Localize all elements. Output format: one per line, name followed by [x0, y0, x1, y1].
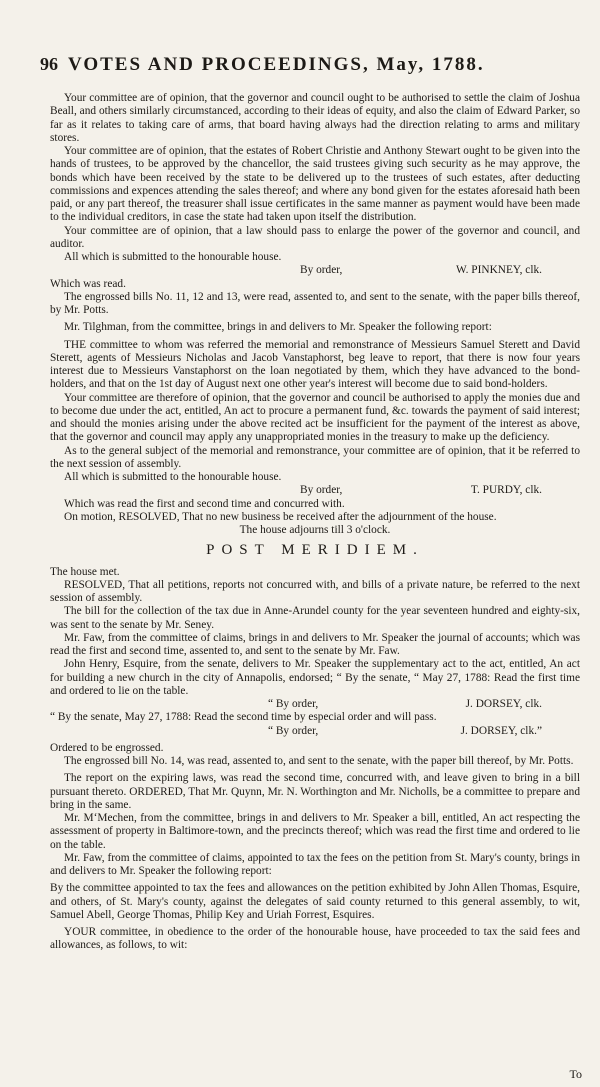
clerk-name: J. DORSEY, clk.” — [460, 724, 542, 737]
paragraph: The report on the expiring laws, was read the second time, concurred with, and leave given to bring in a bill pursuant thereto. ORDERED, That Mr. Quynn, Mr. N. Worthington and Mr. Nicholls, be a committee to prepare and bring in the same. — [50, 772, 580, 811]
by-order: “ By order, — [268, 724, 319, 737]
catchword: To — [569, 1067, 582, 1081]
adjournment-line: The house adjourns till 3 o'clock. — [239, 524, 391, 536]
page-header — [40, 54, 538, 76]
paragraph: Which was read the first and second time and concurred with. — [64, 497, 345, 510]
paragraph: The engrossed bills No. 11, 12 and 13, were read, assented to, and sent to the senate, with the paper bills thereof, by Mr. Potts. — [50, 290, 580, 316]
signature-block — [50, 725, 580, 738]
paragraph: RESOLVED, That all petitions, reports not concurred with, and bills of a private nature, be referred to the next session of assembly. — [50, 578, 580, 604]
signature-block — [50, 264, 580, 277]
clerk-name: T. PURDY, clk. — [470, 484, 542, 497]
paragraph: THE committee to whom was referred the memorial and remonstrance of Messieurs Samuel Sterett and David Sterett, agents of Messieurs Nicholas and Jacob Vanstaphorst, beg leave to report, that there is now four years interest due to Messieurs Vanstaphorst on the loan negotiated by them, which they have advanced to the bond-holders, and that on the 1st day of August next one other year's interest will become due to said bond-holders. — [50, 338, 580, 391]
paragraph: YOUR committee, in obedience to the order of the honourable house, have proceeded to tax the said fees and allowances, as follows, to wit: — [50, 926, 580, 952]
paragraph: Mr. Faw, from the committee of claims, brings in and delivers to Mr. Speaker the journal of accounts; which was read the first and second time, assented to, and sent to the senate by Mr. Faw. — [50, 631, 580, 657]
paragraph: As to the general subject of the memorial and remonstrance, your committee are of opinion, that it be referred to the next session of assembly. — [50, 444, 580, 470]
document-body — [50, 92, 580, 953]
paragraph: Mr. Faw, from the committee of claims, appointed to tax the fees on the petition from St. Mary's county, brings in and delivers to Mr. Speaker the following report: — [50, 851, 580, 877]
by-order: “ By order, — [268, 698, 319, 710]
paragraph: Which was read. — [50, 277, 126, 290]
paragraph: Your committee are of opinion, that a law should pass to enlarge the power of the governor and council, and auditor. — [50, 224, 580, 250]
paragraph: The house met. — [50, 565, 120, 578]
paragraph: John Henry, Esquire, from the senate, delivers to Mr. Speaker the supplementary act to the act, entitled, An act for building a new church in the city of Annapolis, endorsed; “ By the senate, “ May 27, 1788: Read the first time and ordered to lie on the table. — [50, 658, 580, 697]
section-heading: POST MERIDIEM. — [206, 542, 424, 559]
paragraph: Mr. Tilghman, from the committee, brings in and delivers to Mr. Speaker the following report: — [64, 321, 492, 334]
paragraph: The engrossed bill No. 14, was read, assented to, and sent to the senate, with the paper bill thereof, by Mr. Potts. — [64, 755, 574, 767]
paragraph: All which is submitted to the honourable house. — [64, 251, 282, 263]
running-title: VOTES AND PROCEEDINGS, May, 1788. — [68, 54, 485, 75]
paragraph: Mr. M‘Mechen, from the committee, brings in and delivers to Mr. Speaker a bill, entitled, An act respecting the assessment of property in Baltimore-town, and the precincts thereof; which was read the first time and ordered to lie on the table. — [50, 812, 580, 851]
paragraph: On motion, RESOLVED, That no new business be received after the adjournment of the house. — [64, 510, 497, 523]
by-order: By order, — [300, 484, 343, 497]
paragraph: “ By the senate, May 27, 1788: Read the second time by especial order and will pass. — [50, 711, 437, 724]
paragraph: By the committee appointed to tax the fees and allowances on the petition exhibited by John Allen Thomas, Esquire, and others, of St. Mary's county, against the delegates of said county returned to this general assembly, to wit, Samuel Abell, George Thomas, Philip Key and Uriah Forrest, Esquires. — [50, 882, 580, 921]
by-order: By order, — [300, 264, 343, 277]
signature-block — [50, 484, 580, 497]
clerk-name: J. DORSEY, clk. — [465, 698, 542, 710]
signature-block — [50, 698, 580, 711]
paragraph: Your committee are therefore of opinion, that the governor and council be authorised to apply the monies due and to become due under the act, entitled, An act to procure a permanent fund, &c. towards the payment of said interest; and should the monies arising under the above recited act be insufficient for the payment of the interest as above, that the governor and council may apply any unappropriated monies in the treasury to make up the deficiency. — [50, 391, 580, 444]
paragraph: Your committee are of opinion, that the governor and council ought to be authorised to settle the claim of Joshua Beall, and others similarly circumstanced, according to their ideas of equity, and also the claim of Edward Parker, so far as it relates to taking care of arms, that board having always had the direction relating to arms and military stores. — [50, 92, 580, 144]
paragraph: All which is submitted to the honourable house. — [64, 471, 282, 483]
paragraph: Your committee are of opinion, that the estates of Robert Christie and Anthony Stewart ought to be given into the hands of trustees, to be approved by the chancellor, the said trustees giving such security as he may approve, the bonds which have been received by the state to be delivered up to the trustees of such estates, after deducting commissions and expences attending the sales thereof; and where any bond given for the estates aforesaid hath been paid, or any part thereof, the treasurer shall issue certificates in the same manner as payment would have been made to the individual creditors, in case the state had taken upon itself the distribution. — [50, 145, 580, 224]
paragraph: The bill for the collection of the tax due in Anne-Arundel county for the year seventeen hundred and eighty-six, was sent to the senate by Mr. Seney. — [50, 605, 580, 631]
paragraph: Ordered to be engrossed. — [50, 741, 164, 754]
clerk-name: W. PINKNEY, clk. — [455, 264, 542, 277]
page-number: 96 — [40, 54, 58, 74]
